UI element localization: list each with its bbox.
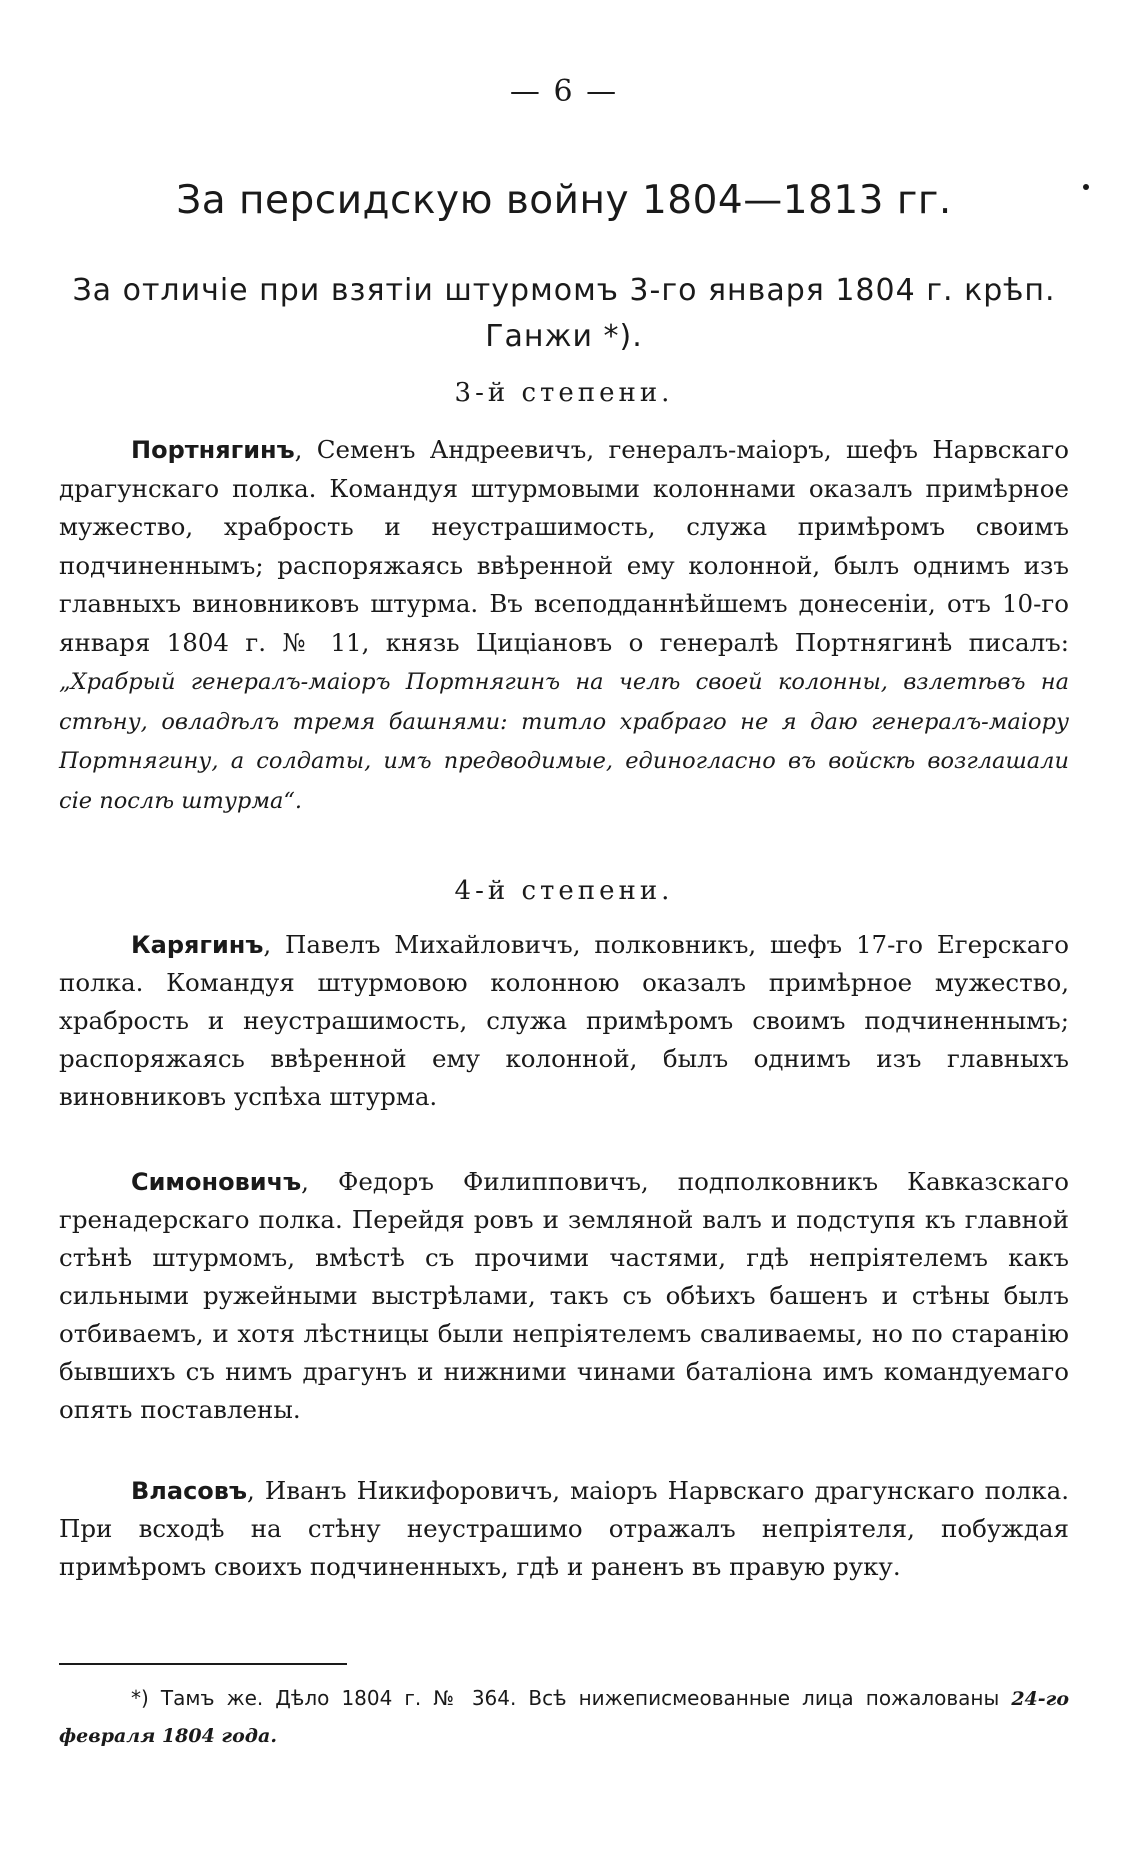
print-speck [1083,184,1089,190]
entry-simonovich [59,1163,1069,1429]
subtitle-line-1: За отличіе при взятіи штурмомъ 3-го января 1804 г. крѣп. [72,273,1056,308]
entry-text: , Семенъ Андреевичъ, генералъ-маіоръ, шефъ Нарвскаго драгунскаго полка. Командуя штурмовыми колоннами оказалъ примѣрное мужество, храбрость и неустрашимость, служа примѣромъ своимъ подчиненнымъ; распоряжаясь ввѣренной ему колонной, былъ однимъ изъ главныхъ виновниковъ штурма. Въ всеподданнѣйшемъ донесеніи, отъ 10-го января 1804 г. № 11, князь Цицiановъ о генералѣ Портнягинѣ писалъ: [59,435,1069,657]
footnote-divider [59,1663,347,1665]
entry-text: , Федоръ Филипповичъ, подполковникъ Кавказскаго гренадерскаго полка. Перейдя ровъ и земляной валъ и подступя къ главной стѣнѣ штурмомъ, вмѣстѣ съ прочими частями, гдѣ непріятелемъ какъ сильными ружейными выстрѣлами, такъ съ обѣихъ башенъ и стѣны былъ отбиваемъ, и хотя лѣстницы были непріятелемъ сваливаемы, но по старанію бывшихъ съ нимъ драгунъ и нижними чинами баталіона имъ командуемаго опять поставлены. [59,1167,1069,1424]
footnote-date: 24-го февраля 1804 года. [59,1688,1069,1747]
entry-text: , Павелъ Михайловичъ, полковникъ, шефъ 17-го Егерскаго полка. Командуя штурмовою колонною оказалъ примѣрное мужество, храбрость и неустрашимость, служа примѣромъ своимъ подчиненнымъ; распоряжаясь ввѣренной ему колонной, былъ однимъ изъ главныхъ виновниковъ успѣха штурма. [59,930,1069,1111]
entry-name: Власовъ [131,1477,248,1505]
entry-vlasov [59,1472,1069,1586]
entry-name: Карягинъ [131,931,264,959]
subtitle-line-2: Ганжи *). [485,319,643,354]
entry-name: Симоновичъ [131,1168,302,1196]
footnote [59,1680,1069,1754]
entry-name: Портнягинъ [131,436,295,464]
document-page [59,0,1069,1867]
degree-3-heading: 3-й степени. [454,378,674,408]
degree-4-heading: 4-й степени. [454,876,674,906]
entry-text: , Иванъ Никифоровичъ, маіоръ Нарвскаго драгунскаго полка. При всходѣ на стѣну неустрашимо отражалъ непріятеля, побуждая примѣромъ своихъ подчиненныхъ, гдѣ и раненъ въ правую руку. [59,1476,1069,1581]
section-subtitle [59,268,1069,360]
entry-karyagin [59,926,1069,1116]
page-title: За персидскую войну 1804—1813 гг. [176,178,952,223]
entry-quote: „Храбрый генералъ-маіоръ Портнягинъ на челѣ своей колонны, взлетѣвъ на стѣну, овладѣлъ тремя башнями: титло храбраго не я даю генералъ-маіору Портнягину, а солдаты, имъ предводимые, единогласно въ войскѣ возглашали сіе послѣ штурма“. [59,669,1069,814]
entry-portnyagin [59,431,1069,820]
footnote-text: *) Тамъ же. Дѣло 1804 г. № 364. Всѣ нижеписмеованные лица пожалованы [131,1686,1012,1710]
page-number: — 6 — [509,74,619,109]
